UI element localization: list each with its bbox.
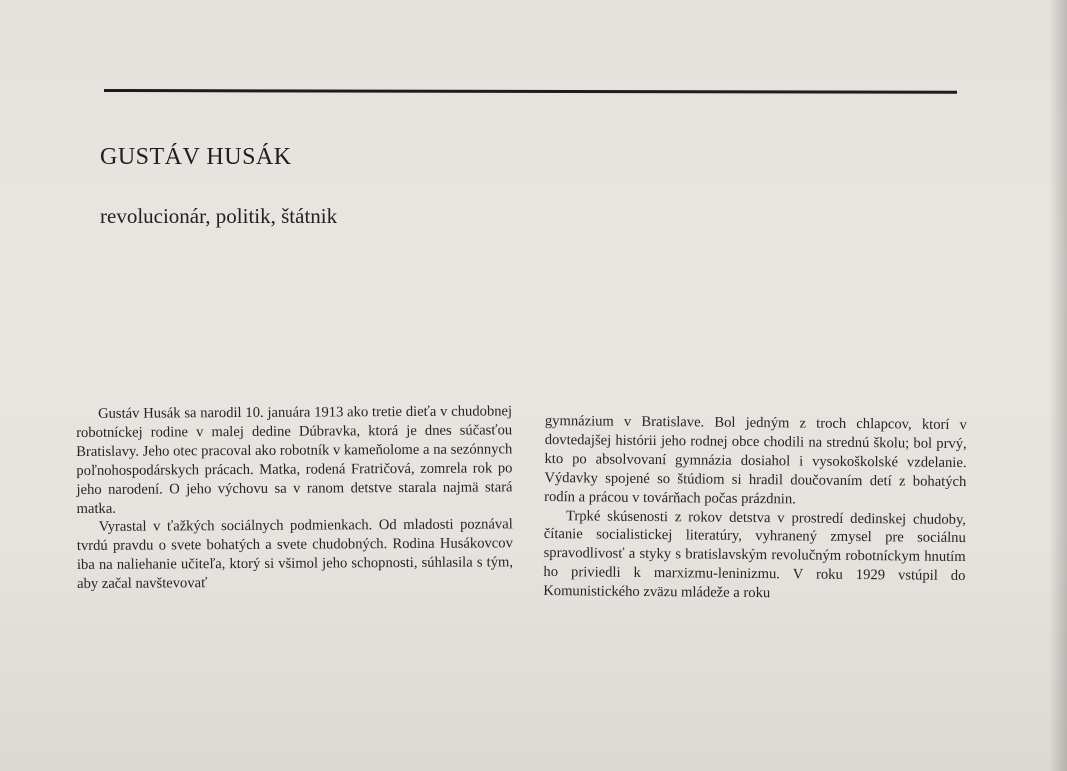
text-column-right (543, 412, 967, 605)
document-title: GUSTÁV HUSÁK (100, 144, 292, 170)
document-subtitle: revolucionár, politik, štátnik (100, 204, 338, 228)
paragraph: Trpké skúsenosti z rokov detstva v prostredí dedinskej chudoby, čítanie socialistickej literatúry, vyhranený zmysel pre sociálnu spravodlivosť a styky s bratislavským revolučným robotníckym hnutím ho priviedli k marxizmu-leninizmu. V roku 1929 vstúpil do Komunistického zväzu mládeže a roku (543, 507, 967, 602)
text-column-left (76, 402, 513, 594)
paragraph-continued: gymnázium v Bratislave. Bol jedným z troch chlapcov, ktorí v dovtedajšej histórii jeho rodnej obce chodili na strednú školu; bol prvý, kto po absolvovaní gymnázia dosiahol i vysokoškolské vzdelanie. Výdavky spojené so štúdiom si hradil doučovaním detí z bohatých rodín a prácou v továrňach počas prázdnin. (544, 412, 967, 508)
horizontal-rule (104, 89, 957, 94)
paragraph: Gustáv Husák sa narodil 10. januára 1913 ako tretie dieťa v chudobnej robotníckej rodine v malej dedine Dúbravka, ktorá je dnes súčasťou Bratislavy. Jeho otec pracoval ako robotník v kameňolome a na sezónnych poľnohospodárskych prácach. Matka, rodená Fratričová, zomrela rok po jeho narodení. O jeho výchovu sa v ranom detstve starala najmä stará matka. (76, 403, 513, 517)
paragraph: Vyrastal v ťažkých sociálnych podmienkach. Od mladosti poznával tvrdú pravdu o svete bohatých a svete chudobných. Rodina Husákovcov iba na naliehanie učiteľa, ktorý si všimol jeho schopnosti, súhlasila s tým, aby začal navštevovať (76, 516, 514, 593)
